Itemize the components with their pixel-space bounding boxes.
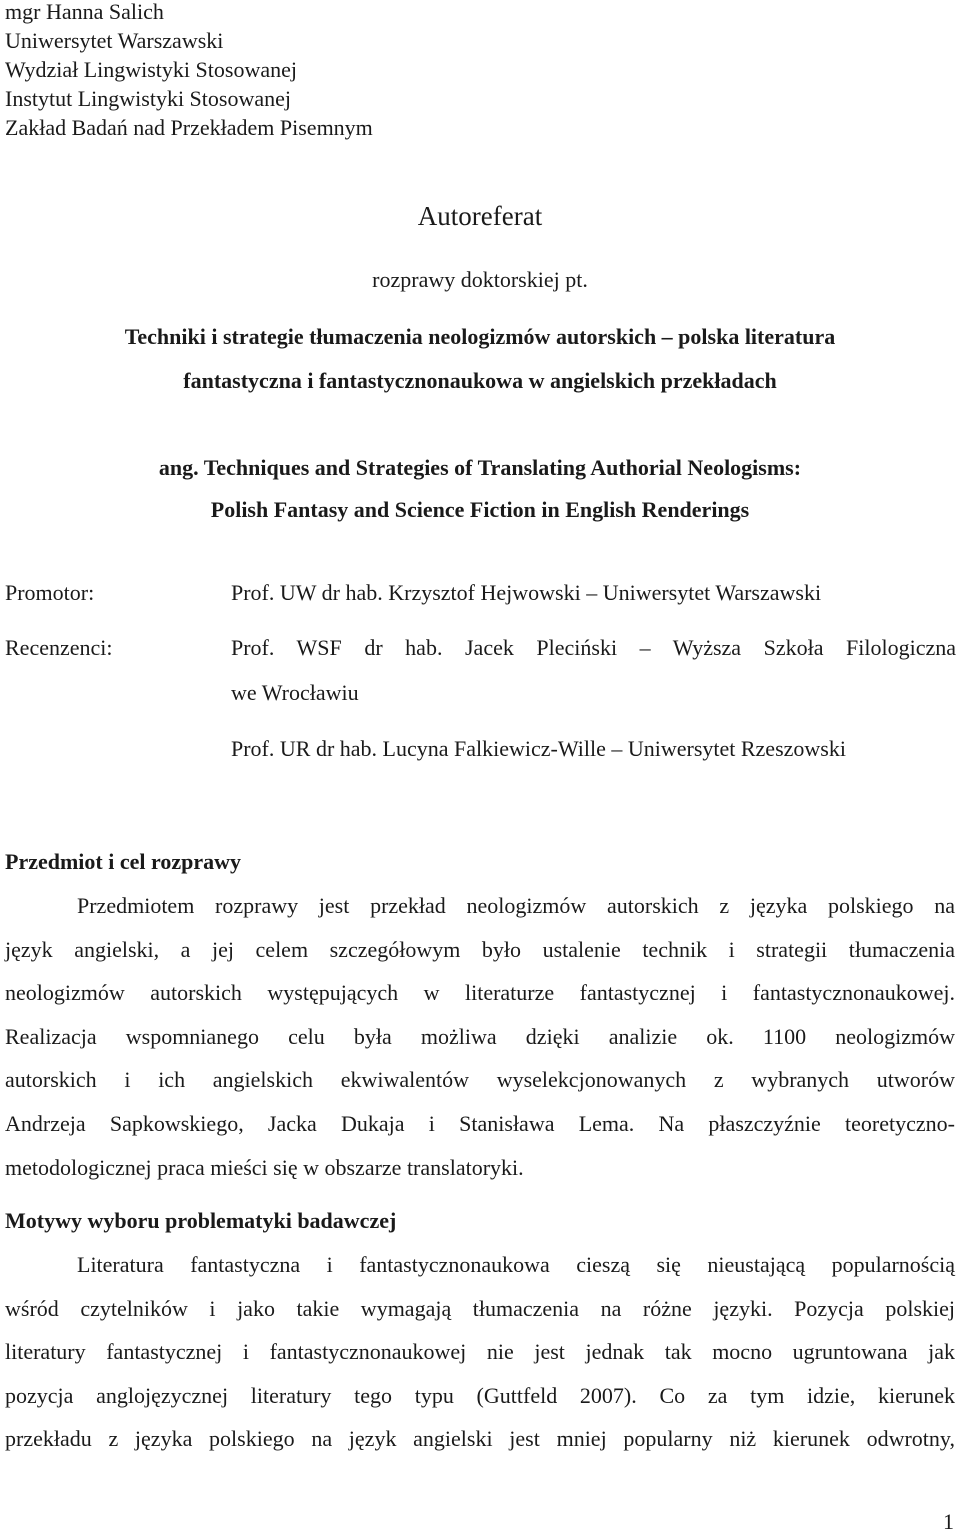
- dissertation-title-english-line: Polish Fantasy and Science Fiction in English Renderings: [210, 497, 750, 522]
- paragraph-line: przekładu z języka polskiego na język angielski jest mniej popularny niż kierunek odwrotny,: [5, 1426, 955, 1452]
- dissertation-title-english: [0, 447, 960, 531]
- dissertation-title-english-line: ang. Techniques and Strategies of Translating Authorial Neologisms:: [158, 455, 802, 480]
- document-title: Autoreferat: [417, 201, 543, 231]
- section-heading-subject: Przedmiot i cel rozprawy: [5, 849, 242, 874]
- paragraph-line: wśród czytelników i jako takie wymagają tłumaczenia na różne języki. Pozycja polskiej: [5, 1295, 955, 1321]
- dissertation-title-polish: [0, 315, 960, 403]
- section-heading-motives: Motywy wyboru problematyki badawczej: [5, 1208, 397, 1233]
- reviewer-1-continuation: we Wrocławiu: [231, 680, 359, 705]
- reviewer-1: Prof. WSF dr hab. Jacek Pleciński – Wyższa Szkoła Filologiczna: [231, 635, 956, 660]
- paragraph-line: autorskich i ich angielskich ekwiwalentów wyselekcjonowanych z wybranych utworów: [5, 1067, 955, 1093]
- section-body-motives: [5, 1243, 955, 1461]
- dissertation-title-polish-line: fantastyczna i fantastycznonaukowa w angielskich przekładach: [183, 368, 777, 393]
- department-name: Zakład Badań nad Przekładem Pisemnym: [5, 115, 373, 140]
- paragraph-line: Literatura fantastyczna i fantastycznonaukowa cieszą się nieustającą popularnością: [77, 1252, 955, 1277]
- institute-name: Instytut Lingwistyki Stosowanej: [5, 86, 291, 111]
- reviewer-2: Prof. UR dr hab. Lucyna Falkiewicz-Wille – Uniwersytet Rzeszowski: [231, 736, 846, 761]
- paragraph-line: Andrzeja Sapkowskiego, Jacka Dukaja i Stanisława Lema. Na płaszczyźnie teoretyczno-: [5, 1110, 955, 1136]
- reviewers-label: Recenzenci:: [5, 635, 113, 660]
- author-affiliation-block: [5, 0, 373, 142]
- paragraph-line: język angielski, a jej celem szczegółowym było ustalenie technik i strategii tłumaczenia: [5, 936, 955, 962]
- paragraph-line: Przedmiotem rozprawy jest przekład neologizmów autorskich z języka polskiego na: [77, 893, 955, 918]
- document-subtitle: rozprawy doktorskiej pt.: [372, 267, 588, 292]
- dissertation-title-polish-line: Techniki i strategie tłumaczenia neologizmów autorskich – polska literatura: [124, 324, 836, 349]
- faculty-name: Wydział Lingwistyki Stosowanej: [5, 57, 297, 82]
- section-body-subject: [5, 884, 955, 1189]
- paragraph-line: metodologicznej praca mieści się w obszarze translatoryki.: [5, 1154, 524, 1180]
- university-name: Uniwersytet Warszawski: [5, 28, 224, 53]
- paragraph-line: pozycja anglojęzycznej literatury tego typu (Guttfeld 2007). Co za tym idzie, kierunek: [5, 1382, 955, 1408]
- page-number: 1: [943, 1509, 954, 1534]
- paragraph-line: literatury fantastycznej i fantastycznonaukowej nie jest jednak tak mocno ugruntowana jak: [5, 1339, 955, 1365]
- promotor-label: Promotor:: [5, 580, 95, 605]
- author-name: mgr Hanna Salich: [5, 0, 164, 24]
- paragraph-line: Realizacja wspomnianego celu była możliwa dzięki analizie ok. 1100 neologizmów: [5, 1023, 955, 1049]
- promotor-value: Prof. UW dr hab. Krzysztof Hejwowski – Uniwersytet Warszawski: [231, 580, 822, 605]
- paragraph-line: neologizmów autorskich występujących w literaturze fantastycznej i fantastycznonaukowej.: [5, 980, 955, 1006]
